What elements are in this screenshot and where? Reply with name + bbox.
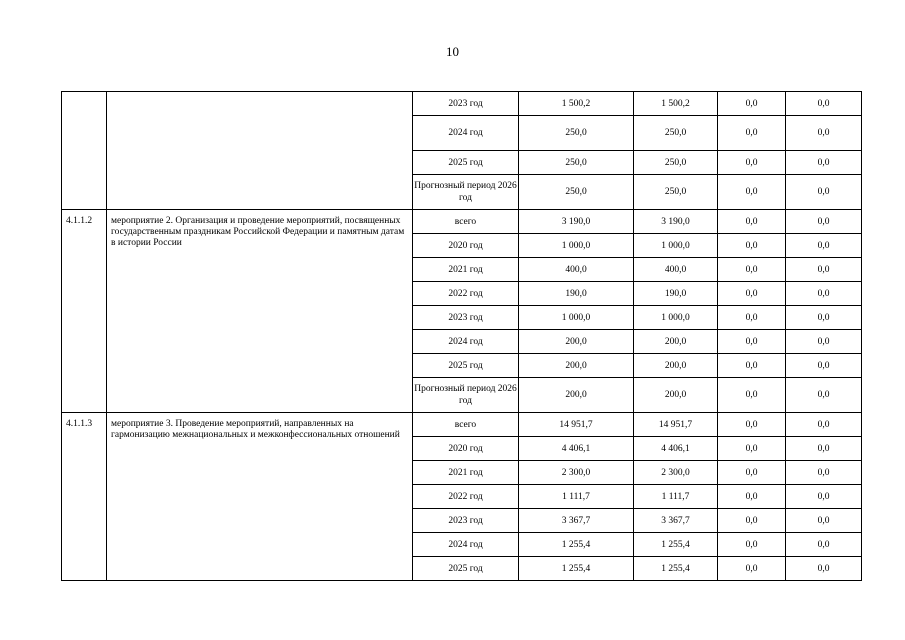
amount-cell: 1 000,0 [634, 234, 718, 258]
period-cell: всего [413, 413, 519, 437]
amount-cell: 250,0 [519, 175, 634, 210]
amount-cell: 0,0 [718, 210, 786, 234]
amount-cell: 250,0 [634, 116, 718, 151]
amount-cell: 0,0 [786, 116, 862, 151]
amount-cell: 0,0 [718, 258, 786, 282]
amount-cell: 0,0 [786, 413, 862, 437]
amount-cell: 0,0 [786, 92, 862, 116]
amount-cell: 0,0 [786, 330, 862, 354]
amount-cell: 2 300,0 [519, 461, 634, 485]
amount-cell: 0,0 [786, 258, 862, 282]
period-cell: 2021 год [413, 258, 519, 282]
amount-cell: 200,0 [519, 354, 634, 378]
amount-cell: 400,0 [634, 258, 718, 282]
amount-cell: 250,0 [634, 175, 718, 210]
amount-cell: 1 000,0 [519, 306, 634, 330]
table-row [62, 210, 862, 234]
amount-cell: 0,0 [786, 485, 862, 509]
amount-cell: 0,0 [786, 354, 862, 378]
amount-cell: 200,0 [519, 378, 634, 413]
amount-cell: 250,0 [519, 151, 634, 175]
amount-cell: 0,0 [718, 437, 786, 461]
amount-cell: 0,0 [786, 378, 862, 413]
period-cell: 2024 год [413, 116, 519, 151]
amount-cell: 3 367,7 [634, 509, 718, 533]
amount-cell: 3 190,0 [519, 210, 634, 234]
period-cell: 2022 год [413, 485, 519, 509]
amount-cell: 1 111,7 [634, 485, 718, 509]
period-cell: 2023 год [413, 306, 519, 330]
amount-cell: 0,0 [718, 116, 786, 151]
period-cell: 2025 год [413, 354, 519, 378]
period-cell: 2025 год [413, 557, 519, 581]
item-name [107, 92, 413, 210]
amount-cell: 4 406,1 [519, 437, 634, 461]
amount-cell: 190,0 [634, 282, 718, 306]
amount-cell: 200,0 [634, 330, 718, 354]
budget-table [61, 91, 862, 581]
amount-cell: 0,0 [786, 151, 862, 175]
amount-cell: 1 500,2 [634, 92, 718, 116]
item-name: мероприятие 3. Проведение мероприятий, направленных на гармонизацию межнациональных и межконфессиональных отношений [107, 413, 413, 581]
period-cell: Прогнозный период 2026 год [413, 378, 519, 413]
amount-cell: 0,0 [718, 533, 786, 557]
period-cell: 2021 год [413, 461, 519, 485]
amount-cell: 0,0 [718, 234, 786, 258]
amount-cell: 0,0 [718, 151, 786, 175]
amount-cell: 0,0 [786, 533, 862, 557]
item-code [62, 92, 107, 210]
amount-cell: 1 255,4 [519, 533, 634, 557]
amount-cell: 3 190,0 [634, 210, 718, 234]
item-code: 4.1.1.3 [62, 413, 107, 581]
amount-cell: 3 367,7 [519, 509, 634, 533]
amount-cell: 0,0 [718, 378, 786, 413]
period-cell: 2024 год [413, 533, 519, 557]
amount-cell: 0,0 [718, 306, 786, 330]
amount-cell: 4 406,1 [634, 437, 718, 461]
amount-cell: 200,0 [519, 330, 634, 354]
period-cell: 2023 год [413, 509, 519, 533]
amount-cell: 0,0 [718, 175, 786, 210]
amount-cell: 0,0 [786, 461, 862, 485]
amount-cell: 0,0 [718, 557, 786, 581]
amount-cell: 400,0 [519, 258, 634, 282]
amount-cell: 0,0 [786, 282, 862, 306]
amount-cell: 0,0 [786, 306, 862, 330]
amount-cell: 0,0 [718, 509, 786, 533]
period-cell: Прогнозный период 2026 год [413, 175, 519, 210]
amount-cell: 2 300,0 [634, 461, 718, 485]
amount-cell: 0,0 [718, 330, 786, 354]
amount-cell: 0,0 [786, 437, 862, 461]
period-cell: 2020 год [413, 437, 519, 461]
amount-cell: 1 255,4 [519, 557, 634, 581]
amount-cell: 1 500,2 [519, 92, 634, 116]
period-cell: 2022 год [413, 282, 519, 306]
amount-cell: 0,0 [718, 485, 786, 509]
period-cell: 2020 год [413, 234, 519, 258]
amount-cell: 0,0 [718, 413, 786, 437]
amount-cell: 0,0 [786, 234, 862, 258]
amount-cell: 250,0 [634, 151, 718, 175]
period-cell: 2025 год [413, 151, 519, 175]
amount-cell: 190,0 [519, 282, 634, 306]
amount-cell: 200,0 [634, 354, 718, 378]
amount-cell: 1 255,4 [634, 557, 718, 581]
amount-cell: 0,0 [786, 210, 862, 234]
amount-cell: 0,0 [718, 282, 786, 306]
table-row [62, 413, 862, 437]
amount-cell: 250,0 [519, 116, 634, 151]
amount-cell: 0,0 [786, 557, 862, 581]
amount-cell: 0,0 [786, 175, 862, 210]
item-code: 4.1.1.2 [62, 210, 107, 413]
period-cell: 2023 год [413, 92, 519, 116]
amount-cell: 1 000,0 [519, 234, 634, 258]
amount-cell: 1 255,4 [634, 533, 718, 557]
amount-cell: 0,0 [718, 92, 786, 116]
amount-cell: 1 111,7 [519, 485, 634, 509]
amount-cell: 0,0 [718, 354, 786, 378]
period-cell: 2024 год [413, 330, 519, 354]
amount-cell: 14 951,7 [519, 413, 634, 437]
amount-cell: 200,0 [634, 378, 718, 413]
amount-cell: 14 951,7 [634, 413, 718, 437]
page-number: 10 [446, 44, 459, 59]
amount-cell: 0,0 [786, 509, 862, 533]
item-name: мероприятие 2. Организация и проведение мероприятий, посвященных государственным праздникам Российской Федерации и памятным датам в истории России [107, 210, 413, 413]
period-cell: всего [413, 210, 519, 234]
amount-cell: 0,0 [718, 461, 786, 485]
table-row [62, 92, 862, 116]
amount-cell: 1 000,0 [634, 306, 718, 330]
